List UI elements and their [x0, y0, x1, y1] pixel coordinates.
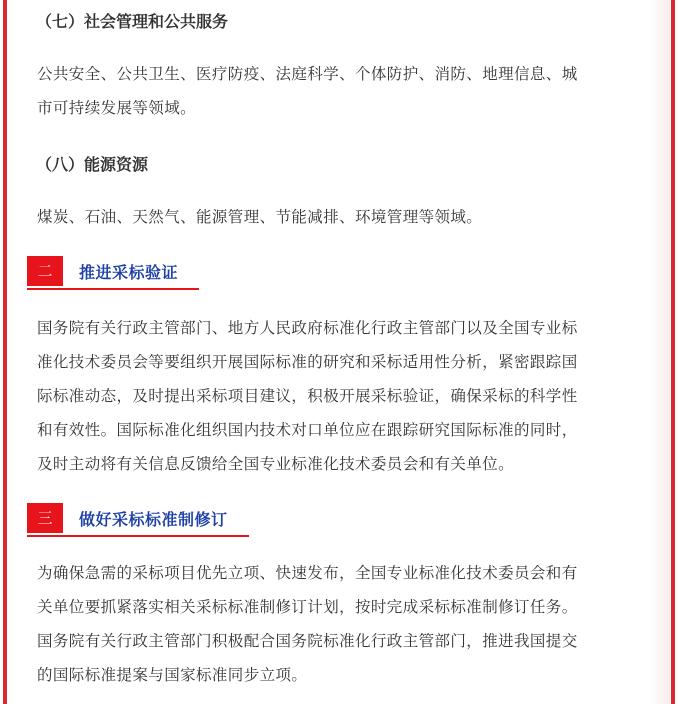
page-decoration-right: [650, 0, 670, 704]
paragraph-line: 际标准动态，及时提出采标项目建议，积极开展采标验证，确保采标的科学性: [37, 387, 578, 405]
page-border-left: [3, 0, 7, 704]
subsection-7-paragraph: [37, 57, 643, 125]
section-title: 做好采标标准制修订: [79, 510, 228, 529]
paragraph-line: 准化技术委员会等要组织开展国际标准的研究和采标适用性分析，紧密跟踪国: [37, 353, 578, 371]
paragraph-line: 国务院有关行政主管部门积极配合国务院标准化行政主管部门，推进我国提交: [37, 632, 578, 650]
section-underline: [27, 535, 249, 537]
page-border-right: [671, 0, 675, 704]
subsection-8-heading: （八）能源资源: [36, 155, 149, 174]
section-underline: [27, 288, 199, 290]
section-number-badge: 三: [27, 503, 63, 533]
section-3-paragraph: [37, 556, 643, 692]
section-number-badge: 二: [27, 256, 63, 286]
paragraph-line: 为确保急需的采标项目优先立项、快速发布，全国专业标准化技术委员会和有: [37, 564, 578, 582]
section-title: 推进采标验证: [79, 263, 179, 282]
subsection-7-heading: （七）社会管理和公共服务: [36, 12, 229, 31]
subsection-8-paragraph: [37, 200, 643, 234]
paragraph-line: 煤炭、石油、天然气、能源管理、节能减排、环境管理等领域。: [37, 208, 483, 226]
paragraph-line: 市可持续发展等领域。: [37, 99, 197, 117]
section-2-header: [27, 256, 199, 292]
paragraph-line: 及时主动将有关信息反馈给全国专业标准化技术委员会和有关单位。: [37, 455, 515, 473]
section-2-paragraph: [37, 311, 643, 481]
paragraph-line: 公共安全、公共卫生、医疗防疫、法庭科学、个体防护、消防、地理信息、城: [37, 65, 578, 83]
paragraph-line: 国务院有关行政主管部门、地方人民政府标准化行政主管部门以及全国专业标: [37, 319, 578, 337]
paragraph-line: 的国际标准提案与国家标准同步立项。: [37, 666, 308, 684]
paragraph-line: 和有效性。国际标准化组织国内技术对口单位应在跟踪研究国际标准的同时，: [37, 421, 578, 439]
paragraph-line: 关单位要抓紧落实相关采标标准制修订计划，按时完成采标标准制修订任务。: [37, 598, 578, 616]
section-3-header: [27, 503, 249, 539]
